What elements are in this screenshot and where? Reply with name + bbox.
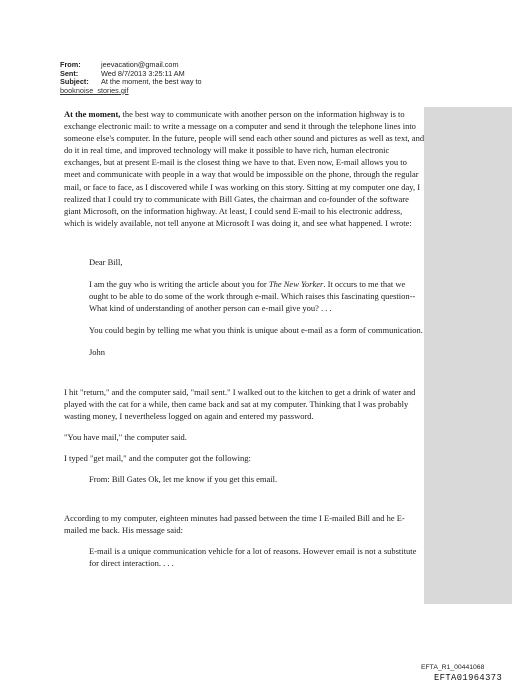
- paragraph-intro: [64, 108, 425, 229]
- letter-signature: John: [89, 347, 106, 358]
- email-body: [64, 108, 425, 569]
- letter-paragraph-2: You could begin by telling me what you think is unique about e-mail as a form of communication.: [89, 325, 423, 336]
- from-value: jeevacation@gmail.com: [101, 60, 179, 69]
- gray-margin-bar: [424, 107, 512, 604]
- document-id: EFTA_R1_00441068: [421, 664, 485, 671]
- from-label: From:: [60, 60, 81, 69]
- paragraph-return: I hit "return," and the computer said, "mail sent." I walked out to the kitchen to get a drink of water and played with the cat for a while, then came back and sat at my computer. Thinking that I was probably wasting money, I nevertheless logged on again and entered my password.: [64, 386, 416, 421]
- letter-paragraph-1: [89, 278, 425, 314]
- letter-p1-publication: The New Yorker: [268, 279, 324, 290]
- paragraph-intro-lead: At the moment,: [64, 109, 121, 119]
- paragraph-intro-text: the best way to communicate with another person on the information highway is to exchange electronic mail: to write a message on a computer and send it through the telephone lines into someone else's computer. In the future, people will send each other sound and pictures as well as text, and do it in real time, and improved technology will make it possible to have rich, human electronic exchanges, but at present E-mail is the closest thing we have to that. Even now, E-mail allows you to meet and communicate with people in a way that would be impossible on the phone, through the regular mail, or face to face, as I discovered while I was working on this story. Sitting at my computer one day, I realized that I could try to communicate with Bill Gates, the chairman and co-founder of the software giant Microsoft, on the information highway. At least, I could send E-mail to his electronic address, which is widely available, not tell anyone at Microsoft I was doing it, and see what happened. I wrote:: [64, 109, 425, 228]
- paragraph-get-mail: I typed "get mail," and the computer got the following:: [64, 452, 251, 463]
- paragraph-eighteen-minutes: According to my computer, eighteen minutes had passed between the time I E-mailed Bill and he E-mailed me back. His message said:: [64, 513, 405, 536]
- sent-value: Wed 8/7/2013 3:25:11 AM: [101, 68, 185, 78]
- letter-greeting: Dear Bill,: [89, 256, 123, 267]
- quote-bill-gates-second: E-mail is a unique communication vehicle for a lot of reasons. However email is not a substitute for direct interaction. . . .: [89, 546, 417, 569]
- letter-p1-after: . It occurs to me that we ought to be able to do some of the work through e-mail. Which raises this fascinating question--What kind of understanding of another person can e-mail give you? . . .: [89, 279, 416, 314]
- paragraph-you-have-mail: "You have mail," the computer said.: [64, 431, 187, 442]
- subject-value: At the moment, the best way to: [101, 77, 202, 87]
- letter-p1-before: I am the guy who is writing the article about you for: [89, 279, 269, 290]
- quote-bill-gates-first: From: Bill Gates Ok, let me know if you get this email.: [89, 473, 278, 484]
- sent-label: Sent:: [60, 68, 79, 78]
- attachment-link[interactable]: booknoise_stories.gif: [60, 85, 129, 95]
- bates-number: EFTA01964373: [434, 673, 503, 683]
- email-header: [60, 61, 202, 95]
- subject-label: Subject:: [60, 77, 89, 87]
